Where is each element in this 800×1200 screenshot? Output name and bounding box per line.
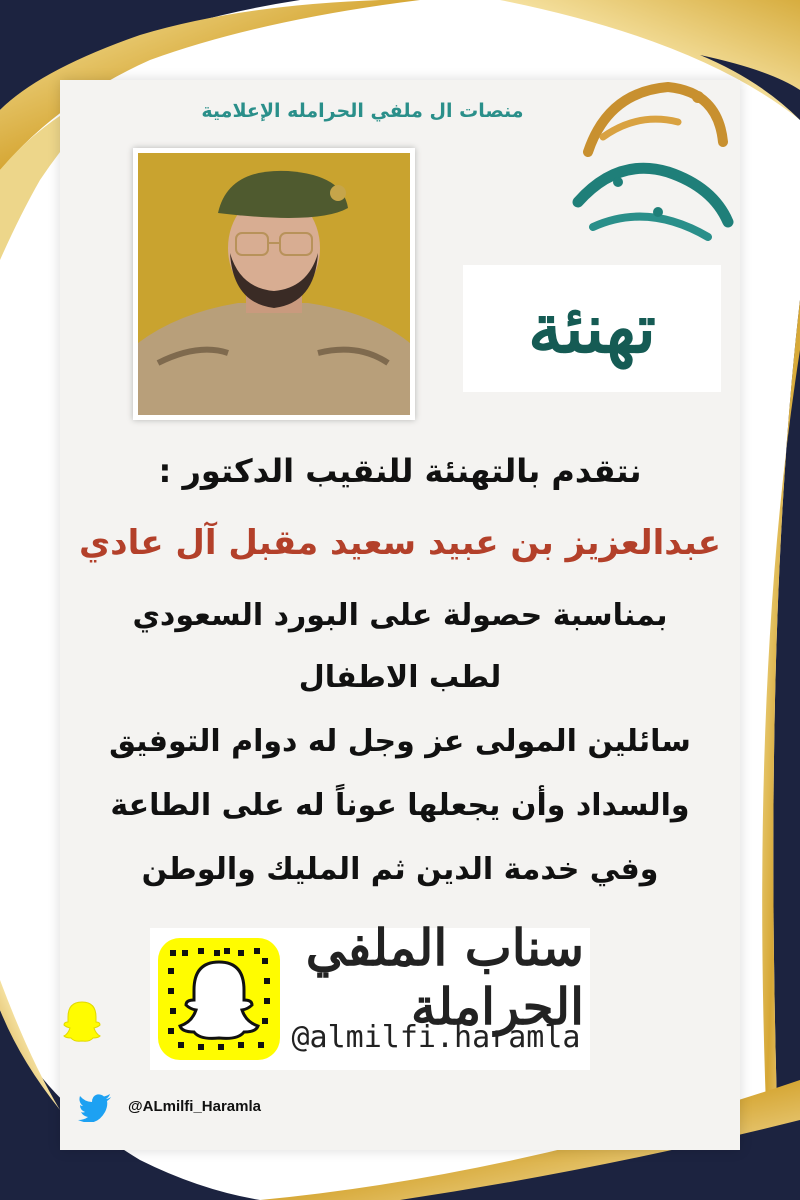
person-icon <box>138 153 410 415</box>
message-line-6: والسداد وأن يجعلها عوناً له على الطاعة <box>110 788 690 823</box>
almilfi-logo <box>548 52 748 252</box>
snapchat-title: سناب الملفي الحراملة <box>305 918 584 1036</box>
portrait-photo <box>133 148 415 420</box>
snapcode[interactable] <box>158 938 280 1060</box>
snapchat-handle[interactable]: @almilfi.haramla <box>291 1020 581 1055</box>
congratulations-text: تهنئة <box>528 288 656 369</box>
message-line-5: سائلين المولى عز وجل له دوام التوفيق <box>109 724 691 759</box>
honoree-name: عبدالعزيز بن عبيد سعيد مقبل آل عادي <box>78 523 722 563</box>
snapchat-ghost-icon[interactable] <box>63 1000 101 1042</box>
snapchat-card[interactable] <box>150 918 590 1070</box>
snapchat-ghost-icon <box>158 938 280 1060</box>
header-title: منصات ال ملفي الحرامله الإعلامية <box>201 100 524 122</box>
twitter-bird-icon[interactable] <box>78 1094 112 1122</box>
twitter-handle[interactable]: @ALmilfi_Haramla <box>128 1098 262 1115</box>
congratulations-badge <box>463 265 721 392</box>
message-line-4: لطب الاطفال <box>298 660 502 695</box>
message-line-7: وفي خدمة الدين ثم المليك والوطن <box>141 852 659 887</box>
message-line-1: نتقدم بالتهنئة للنقيب الدكتور : <box>158 452 642 490</box>
message-line-3: بمناسبة حصولة على البورد السعودي <box>132 598 668 633</box>
